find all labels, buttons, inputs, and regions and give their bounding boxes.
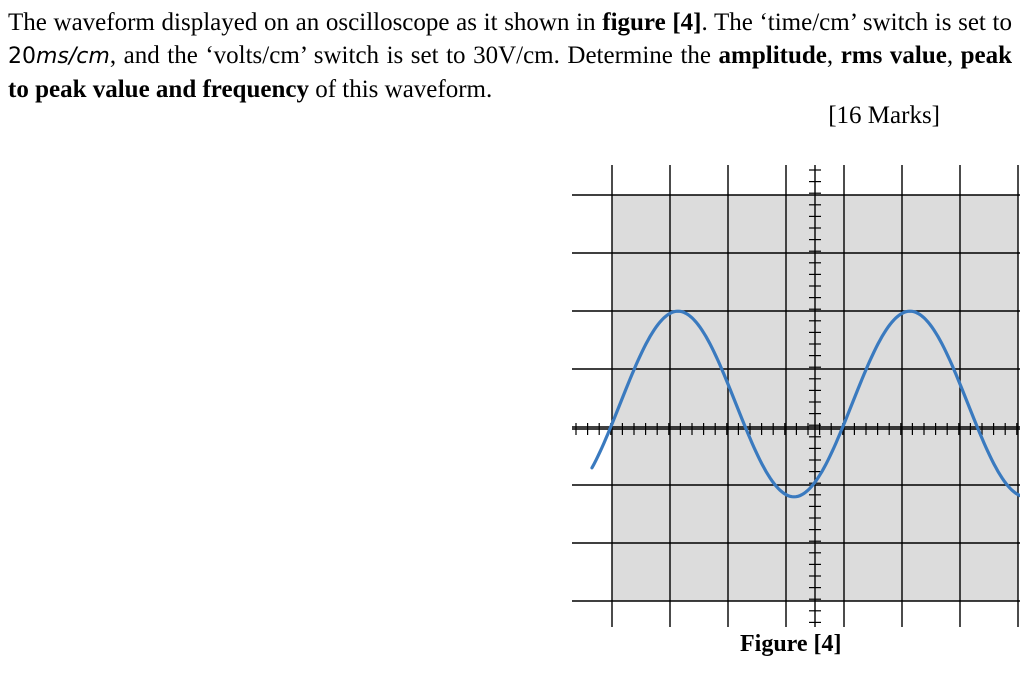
oscilloscope-screen xyxy=(560,160,1020,630)
time-setting: 20ms/cm xyxy=(8,44,110,69)
keyword-rms: rms value xyxy=(840,42,947,69)
marks-label: [16 Marks] xyxy=(828,102,940,129)
oscilloscope-figure xyxy=(560,160,1020,630)
figure-caption: Figure [4] xyxy=(740,631,842,657)
keyword-amplitude: amplitude xyxy=(718,42,827,69)
figure-reference: figure [4] xyxy=(602,9,702,36)
question-text: The waveform displayed on an oscilloscope as it shown in figure [4]. The ‘time/cm’ switch is set to 20ms/cm, and the ‘volts/cm’ switch is set to 30V/cm. Determine the amplitude, rms value, peak to peak value and frequency of this waveform. xyxy=(8,9,1013,103)
keyword-peak-frequency: peak to peak value and frequency xyxy=(8,42,1013,103)
